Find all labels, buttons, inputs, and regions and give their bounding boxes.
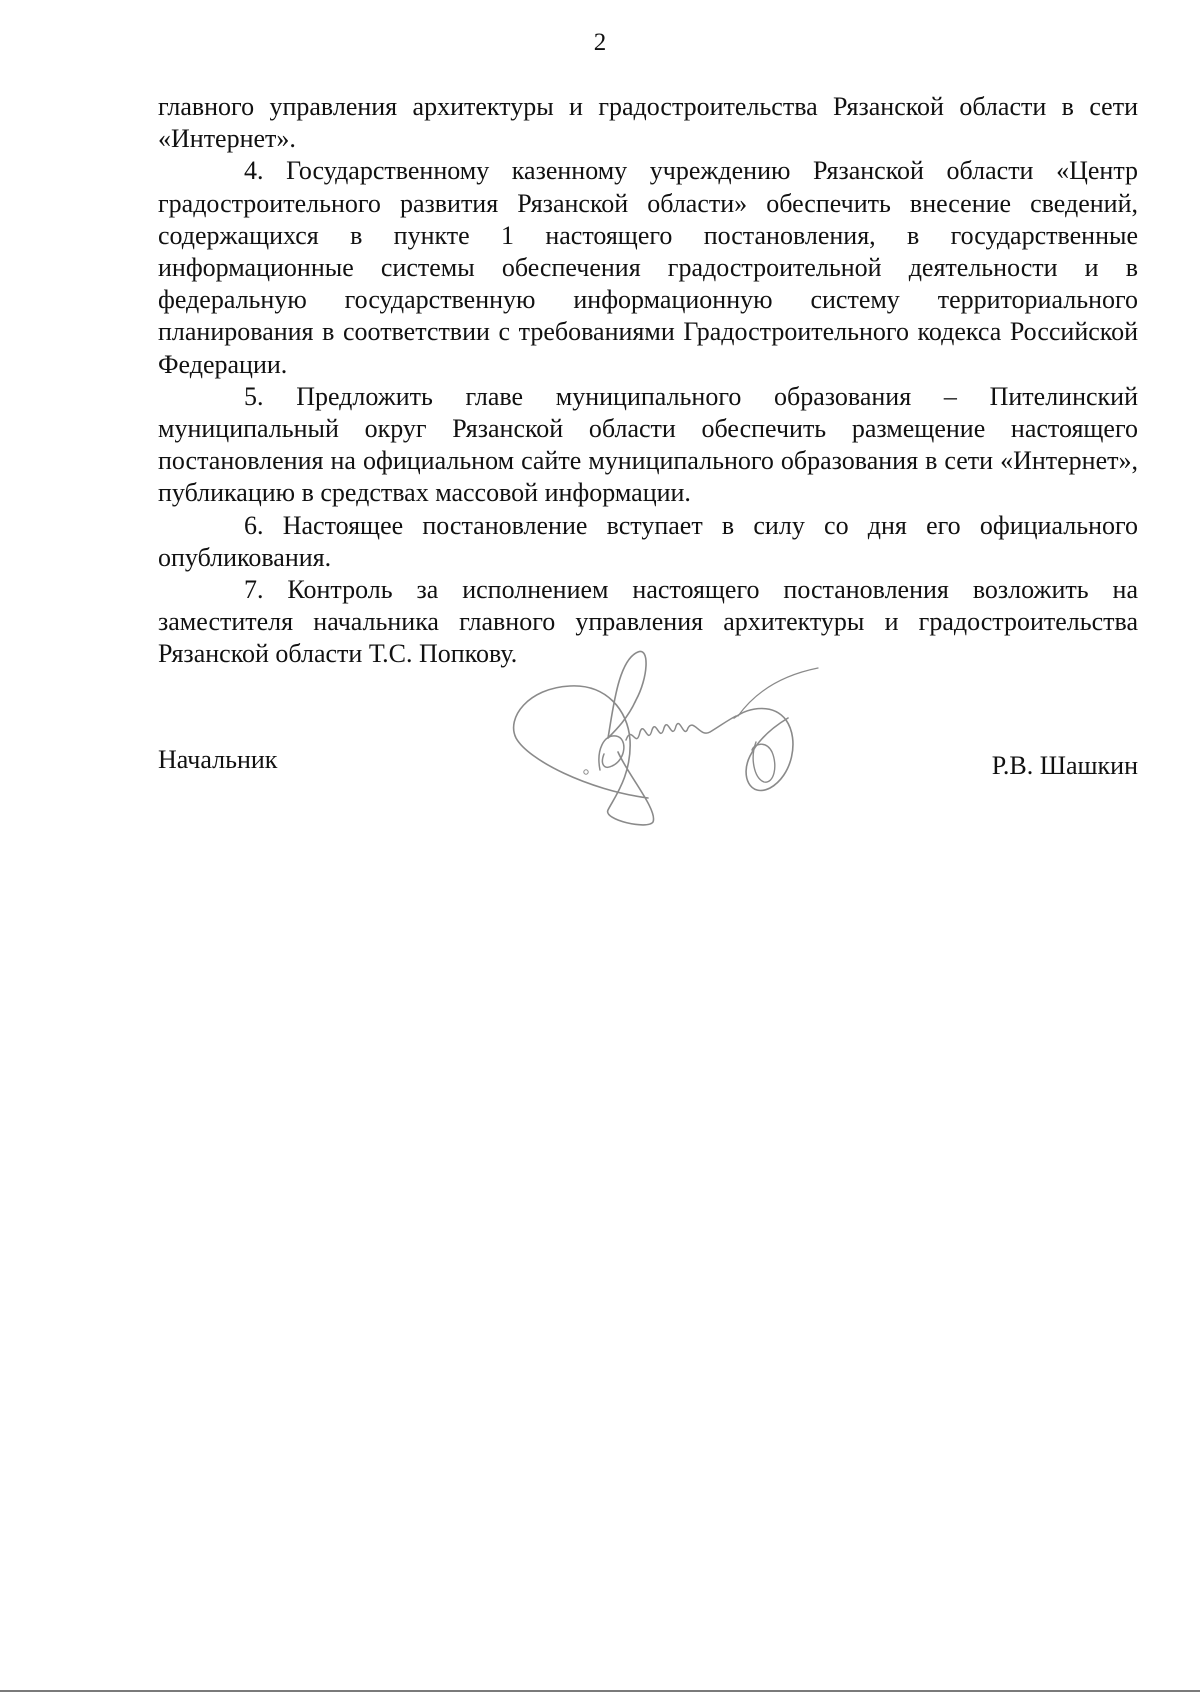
- signatory-title: Начальник: [158, 745, 278, 774]
- document-body: [158, 91, 1138, 671]
- signature-strokes: [514, 651, 818, 824]
- paragraph-item-7: 7. Контроль за исполнением настоящего постановления возложить на заместителя начальника главного управления архитектуры и градостроительства Рязанской области Т.С. Попкову.: [158, 575, 1138, 669]
- bottom-rule: [0, 1690, 1200, 1692]
- handwritten-signature: [488, 680, 848, 860]
- signatory-name: Р.В. Шашкин: [991, 751, 1138, 780]
- paragraph-item-5: 5. Предложить главе муниципального образования – Пителинский муниципальный округ Рязанской области обеспечить размещение настоящего постановления на официальном сайте муниципального образования в сети «Интернет», публикацию в средствах массовой информации.: [158, 381, 1138, 508]
- paragraph-item-6: 6. Настоящее постановление вступает в силу со дня его официального опубликования.: [158, 510, 1138, 572]
- signature-block: [158, 680, 1138, 860]
- paragraph-continuation: главного управления архитектуры и градостроительства Рязанской области в сети «Интернет».: [158, 92, 1138, 154]
- paragraph-item-4: 4. Государственному казенному учреждению Рязанской области «Центр градостроительного развития Рязанской области» обеспечить внесение сведений, содержащихся в пункте 1 настоящего постановления, в государственные информационные системы обеспечения градостроительной деятельности и в федеральную государственную информационную систему территориального планирования в соответствии с требованиями Градостроительного кодекса Российской Федерации.: [158, 156, 1138, 379]
- page-number: 2: [593, 29, 607, 56]
